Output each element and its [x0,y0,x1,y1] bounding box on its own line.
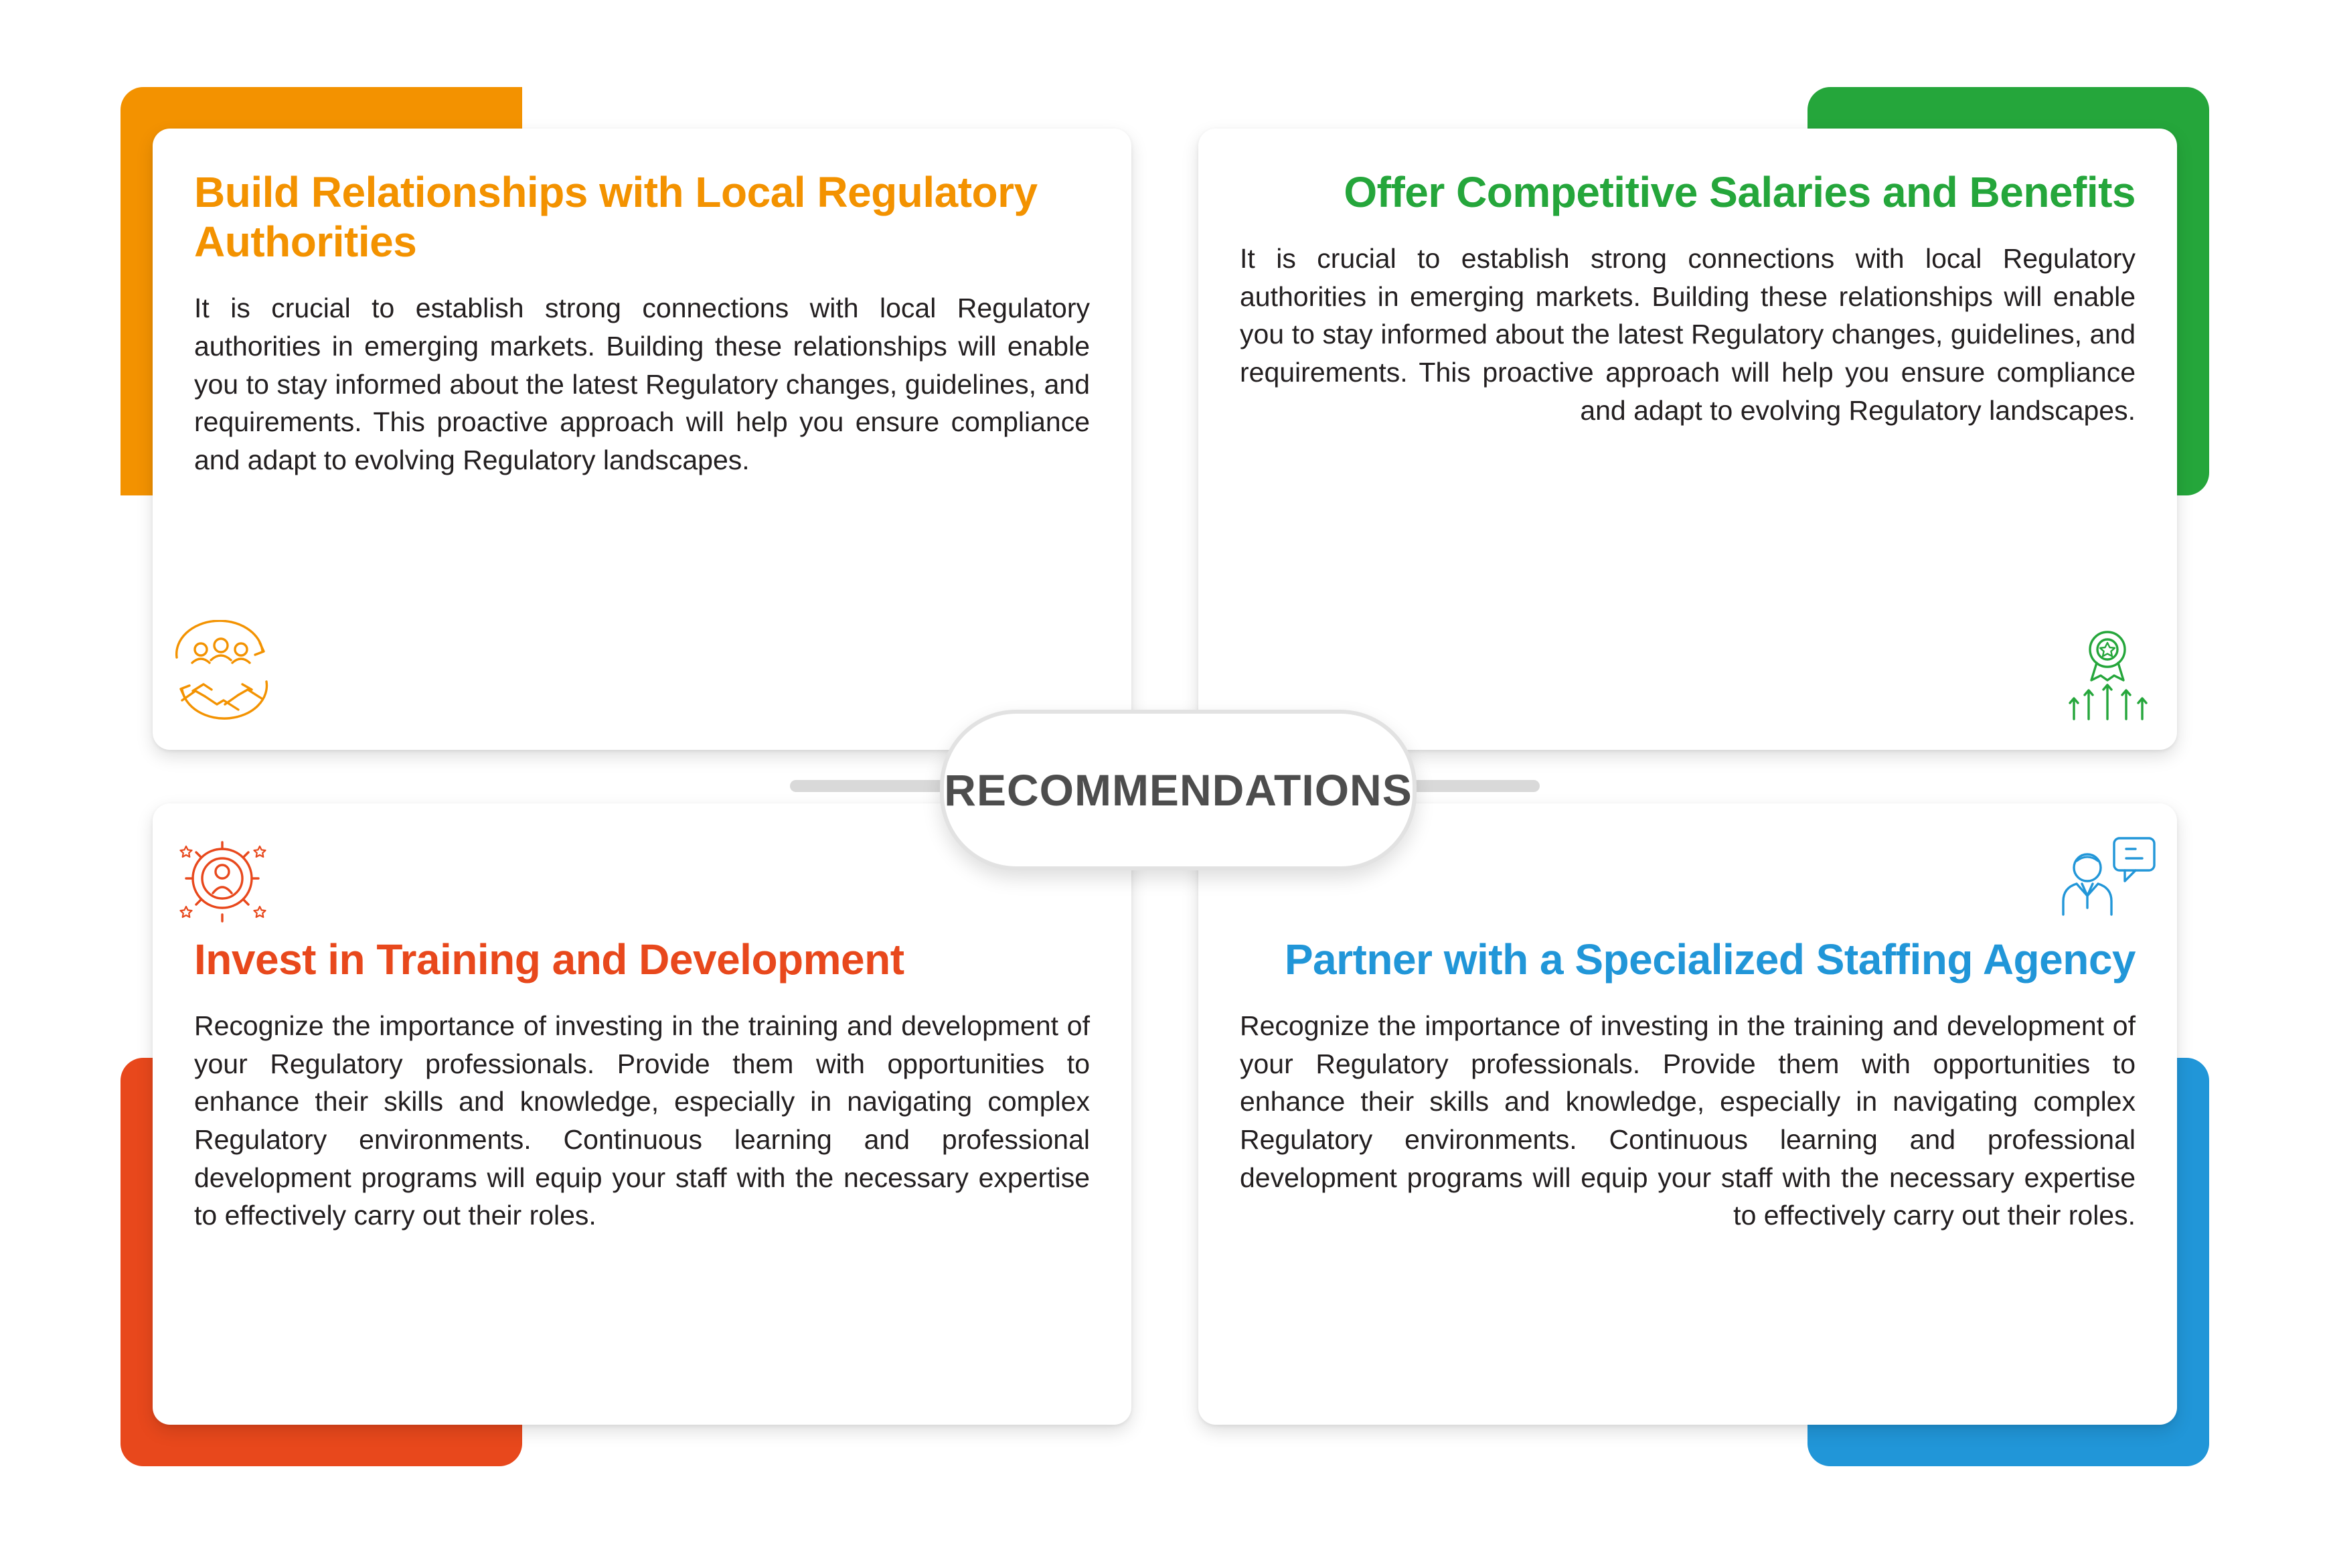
gear-person-star-icon [162,826,283,933]
card-competitive-salaries[interactable] [1198,87,2209,750]
card-body [153,129,1131,750]
card-body [153,803,1131,1425]
handshake-team-icon [162,620,283,727]
card-title: Invest in Training and Development [194,935,904,984]
card-body [1198,129,2177,750]
card-body [1198,803,2177,1425]
card-title: Build Relationships with Local Regulatory Authorities [194,168,1038,266]
card-title: Offer Competitive Salaries and Benefits [1344,168,2136,216]
card-text: It is crucial to establish strong connections with local Regulatory authorities in emerging markets. Building these relationships will enable you to stay informed about the latest Regulatory changes, guidelines, and requirements. This proactive approach will help you ensure compliance and adapt to evolving Regulatory landscapes. [1240,243,2136,426]
card-text: It is crucial to establish strong connections with local Regulatory authorities in emerging markets. Building these relationships will enable you to stay informed about the latest Regulatory changes, guidelines, and requirements. This proactive approach will help you ensure compliance and adapt to evolving Regulatory landscapes. [194,293,1090,475]
card-training-development[interactable] [121,803,1131,1466]
card-text: Recognize the importance of investing in the training and development of your Regulatory professionals. Provide them with opportunities to enhance their skills and knowledge, especially in navigating complex Regulatory environments. Continuous learning and professional development programs will equip your staff with the necessary expertise to effectively carry out their roles. [1240,1010,2136,1231]
card-build-relationships[interactable] [121,87,1131,750]
card-title: Partner with a Specialized Staffing Agency [1284,935,2136,984]
center-label-badge [940,710,1417,870]
center-label-text: RECOMMENDATIONS [944,765,1413,815]
card-staffing-agency[interactable] [1198,803,2209,1466]
card-text: Recognize the importance of investing in the training and development of your Regulatory professionals. Provide them with opportunities to enhance their skills and knowledge, especially in navigating complex Regulatory environments. Continuous learning and professional development programs will equip your staff with the necessary expertise to effectively carry out their roles. [194,1010,1090,1231]
award-growth-icon [2047,620,2168,727]
recruiter-speech-icon [2047,826,2168,933]
